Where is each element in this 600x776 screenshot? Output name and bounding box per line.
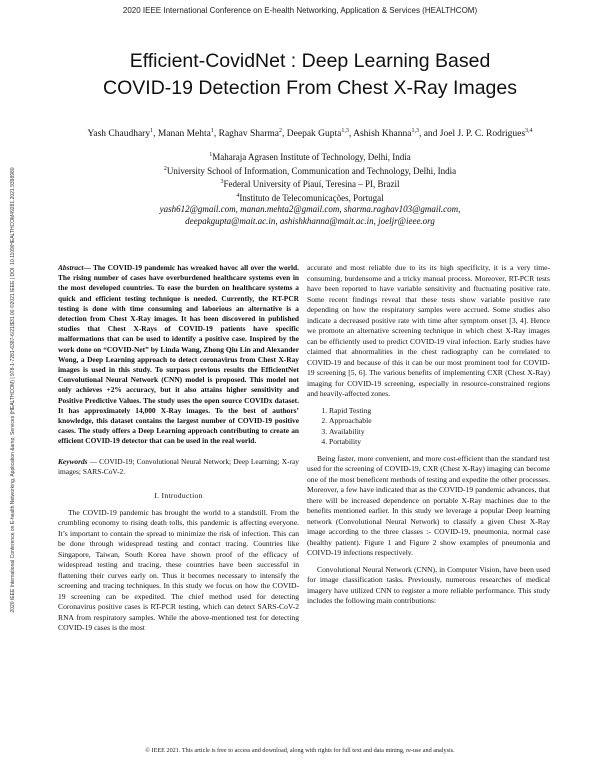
author-name: Ashish Khanna: [353, 129, 412, 140]
affiliation-text: University School of Information, Communication and Technology, Delhi, India: [166, 165, 457, 176]
keywords-label: Keywords: [58, 456, 88, 466]
list-item: 4. Portability: [329, 437, 550, 448]
abstract-label: Abstract: [58, 263, 84, 272]
affiliation: [40, 177, 580, 191]
email-line[interactable]: yash612@gmail.com, manan.mehta2@gmail.com, sharma.raghav103@gmail.com,: [159, 204, 461, 214]
keywords-text: — COVID-19; Convolutional Neural Network; Deep Learning; X-ray images; SARS-CoV-2.: [58, 456, 299, 476]
author-name: Manan Mehta: [157, 129, 211, 140]
affiliation-sup: 4: [236, 192, 240, 199]
section-heading: I. Introduction: [154, 491, 203, 501]
list-item: 1. Rapid Testing: [329, 406, 550, 417]
affiliations: [40, 150, 580, 227]
affiliation: [40, 164, 580, 178]
author-name: Joel J. P. C. Rodrigues: [439, 129, 526, 140]
title-line-2: COVID-19 Detection From Chest X-Ray Images: [103, 77, 517, 99]
affiliation-text: Federal University of Piauí, Teresina – PI, Brazil: [223, 179, 400, 189]
abstract: [58, 263, 299, 447]
conference-header: 2020 IEEE International Conference on E-health Networking, Application & Services (HEALTHCOM): [122, 6, 478, 15]
list-item: 2. Approachable: [329, 416, 550, 427]
affiliation-text: Instituto de Telecomunicações, Portugal: [239, 192, 384, 203]
sidebar-citation: 2020 IEEE International Conference on E-health Networking, Application &amp; Services (HEALTHCOM) | 978-1-7281-6387-6/21/$31.00 ©2021 IEEE | DOI: 10.1109/HEALTHCOM49281.2021.9398980: [10, 167, 16, 613]
author-sup: 1,3: [341, 128, 349, 134]
author-joiner: , and: [418, 129, 440, 140]
author-list: Yash Chaudhary$^1$, Manan Mehta$^1$, Raghav Sharma$^2$, Deepak Gupta$^{1,3}$, Ashish Khanna$^{1,3}$, and Joel J. P. C. Rodrigues$^{3,4}$: [87, 128, 533, 140]
author-name: Deepak Gupta: [286, 129, 342, 140]
intro-paragraph: The COVID-19 pandemic has brought the world to a standstill. From the crumbling economy to rising death tolls, this pandemic is affecting everyone. It’s important to contain the spread to minimize the risk of infection. This can be done through widespread testing and contact tracing. Countries like Singapore, Taiwan, South Korea have shown proof of the efficacy of widespread testing and tracing, these countries have been successful in flattening their curves early on. Thus it becomes necessary to intensify the screening and tracing techniques. In this study we focus on how the COVID-19 screening can be expedited. The chief method used for detecting Coronavirus positive cases is RT-PCR testing, which can detect SARS-CoV-2 RNA from respiratory samples. While the above-mentioned test for detecting COVID-19 cases is the most: [58, 507, 299, 633]
affiliation-sup: 3: [220, 179, 224, 185]
copyright-footer: © IEEE 2021. This article is free to access and download, along with rights for full text and data mining, re-use and analysis.: [145, 747, 455, 754]
abstract-text: — The COVID-19 pandemic has wreaked havoc all over the world. The rising number of cases have overburdened healthcare systems even in the most developed countries. To ease the burden on healthcare systems a quick and efficient testing technique is needed. Currently, the RT-PCR testing is done with time consuming and laborious an alternative is a detection from Chest X-Ray images. It has been discovered in published studies that Chest X-Rays of COVID-19 patients have specific malformations that can be used to identify a positive case. Inspired by the work done on “COVID-Net” by Linda Wang, Zhong Qiu Lin and Alexander Wong, a Deep Learning approach to detect coronavirus from Chest X-Ray images is used in this study. To surpass previous results the EfficientNet Convolutional Neural Network (CNN) model is proposed. This model not only achieves +2% accuracy, but it also attains higher sensitivity and Positive Predictive Values. The study uses the open source COVIDx dataset. It has approximately 14,000 X-Ray images. To the best of authors’ knowledge, this dataset contains the largest number of COVID-19 positive cases. The study offers a Deep Learning approach contributing to create an efficient COVID-19 detector that can be used in the real world.: [58, 263, 299, 446]
body-paragraph: Convolutional Neural Network (CNN), in Computer Vision, have been used for image classification tasks. Previously, numerous researches of medical imagery have utilized CNN to register a more reliable performance. This study includes the following main contributions:: [307, 564, 550, 605]
affiliation-sup: 1: [209, 152, 213, 158]
author-sup: 1: [150, 128, 154, 134]
author-sup: 3,4: [525, 128, 533, 134]
affiliation: [40, 191, 580, 205]
author-name: Raghav Sharma: [218, 129, 280, 140]
affiliation-sup: 2: [163, 165, 167, 172]
right-column: [307, 263, 550, 607]
paper-title: [40, 48, 580, 102]
author-sup: 1: [210, 128, 214, 134]
email-line[interactable]: deepakgupta@mait.ac.in, ashishkhanna@mait.ac.in, joeljr@ieee.org: [185, 215, 435, 226]
affiliation: [40, 150, 580, 164]
keywords: [58, 457, 299, 477]
title-line-1: Efficient-CovidNet : Deep Learning Based: [129, 50, 491, 72]
list-item: 3. Availability: [329, 427, 550, 438]
author-name: Yash Chaudhary: [87, 129, 151, 140]
body-paragraph: accurate and most reliable due to its its high specificity, it is a very time-consuming, burdensome and a tricky manual process. Moreover, RT-PCR tests have been reported to have variable sensitivity and fluctuating positive rate. Some recent findings reveal that these tests show variable positive rate depending on how the respiratory samples were accrued. Some studies also indicate a decreased positive rate with time after symptom onset [3, 4]. Hence we promote an alternative screening technique in which chest X-Ray images can be efficiently used to predict COVID-19 viral infection. Early studies have claimed that abnormalities in the chest radiography can be correlated to COVID-19 and because of this it can be our most prominent tool for COVID-19 screening [5, 6]. The various benefits of implementing CXR (Chest X-Ray) imaging for COVID-19 screening, especially in resource-constrained regions and heavily-affected zones.: [307, 263, 550, 398]
affiliation-text: Maharaja Agrasen Institute of Technology, Delhi, India: [212, 152, 411, 162]
author-sup: 1,3: [411, 128, 419, 134]
left-column: [58, 263, 299, 634]
benefits-list: [307, 406, 550, 448]
body-paragraph: Being faster, more convenient, and more cost-efficient than the standard test used for the screening of COVID-19, CXR (Chest X-Ray) imaging can become one of the most beneficent methods of testing and expedite the other processes. Moreover, a few have indicated that as the COVID-19 pandemic advances, that there will be increased dependence on portable X-Ray machines due to the benefits mentioned earlier. In this study we leverage a popular Deep learning network (Convolutional Neural Network) to classify a given Chest X-Ray image according to the three classes :- COVID-19, pneumonia, normal case (healthy patient). Figure 1 and Figure 2 show examples of pneumonia and COIVD-19 infections respectively.: [307, 453, 550, 557]
author-sup: 2: [279, 128, 283, 134]
